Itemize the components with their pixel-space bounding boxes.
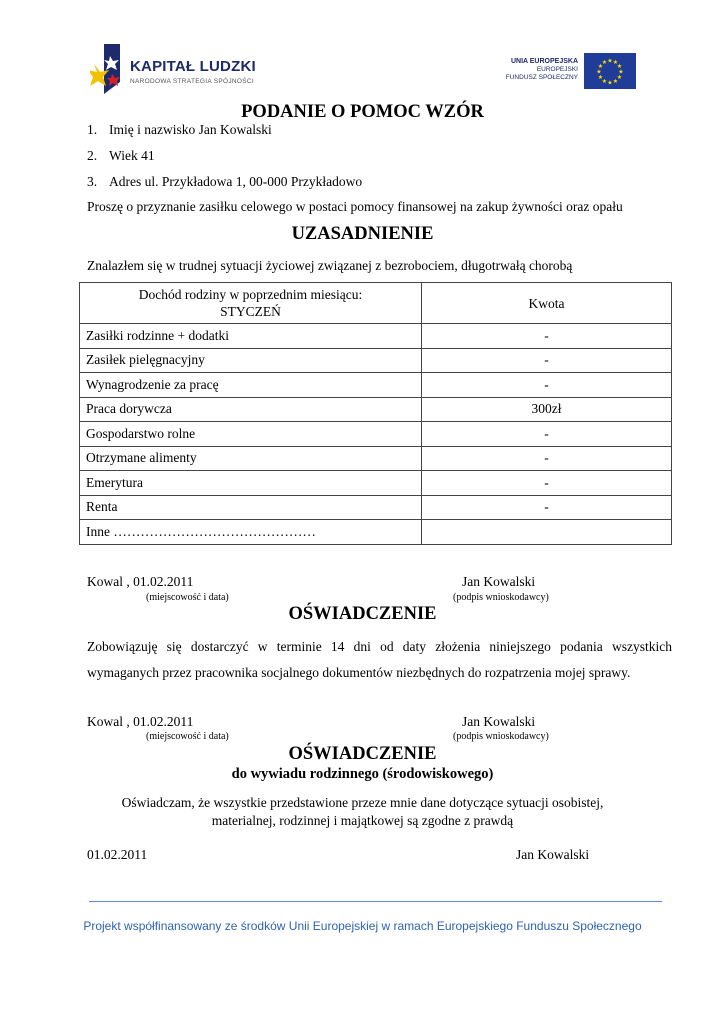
row-amount: -: [422, 324, 672, 349]
eu-star-icon: ★: [616, 75, 623, 81]
signature1-name: Jan Kowalski: [462, 574, 536, 589]
justification-text: Znalazłem się w trudnej sytuacji życiowej związanej z bezrobociem, długotrwałą chorobą: [87, 258, 573, 273]
kapital-ludzki-logo: [90, 42, 290, 100]
row-amount: -: [422, 373, 672, 398]
declaration1-text: Zobowiązuję się dostarczyć w terminie 14 dni od daty złożenia niniejszego podania wszystkich wymaganych przez pracownika socjalnego dokumentów niezbędnych do rozpatrzenia mojej sprawy.: [87, 639, 672, 680]
justification-heading: UZASADNIENIE: [291, 224, 434, 244]
eu-star-icon: ★: [607, 58, 613, 65]
income-header-label: [80, 283, 422, 324]
eu-logo-text: [506, 58, 578, 82]
applicant-item-text: Adres ul. Przykładowa 1, 00-000 Przykładowo: [109, 174, 363, 189]
income-table: [79, 282, 672, 545]
table-row: [80, 422, 672, 447]
row-label: Wynagrodzenie za pracę: [80, 373, 422, 398]
row-label: Renta: [80, 495, 422, 520]
row-amount: [422, 520, 672, 545]
footer-text: Projekt współfinansowany ze środków Unii Europejskiej w ramach Europejskiego Funduszu Społecznego: [83, 919, 642, 933]
income-header-line2: STYCZEŃ: [220, 304, 281, 319]
applicant-item-name: [87, 122, 272, 138]
eu-star-icon: ★: [597, 64, 604, 70]
footer-divider: [89, 901, 662, 902]
applicant-item-text: Wiek 41: [109, 148, 155, 163]
row-label: Otrzymane alimenty: [80, 446, 422, 471]
eu-star-icon: ★: [601, 60, 608, 66]
applicant-item-text: Imię i nazwisko Jan Kowalski: [109, 122, 272, 137]
signature2-place-date: Kowal , 01.02.2011: [87, 714, 194, 729]
applicant-item-num: 1.: [87, 122, 98, 137]
eu-logo: [505, 52, 640, 92]
kapital-ludzki-subtitle: NARODOWA STRATEGIA SPÓJNOŚCI: [130, 78, 254, 85]
eu-star-icon: ★: [618, 69, 624, 76]
eu-star-icon: ★: [612, 79, 619, 85]
row-amount: -: [422, 422, 672, 447]
applicant-item-num: 2.: [87, 148, 98, 163]
income-header-line1: Dochód rodziny w poprzednim miesiącu:: [138, 287, 363, 302]
eu-star-icon: ★: [612, 60, 619, 66]
row-amount: 300zł: [422, 397, 672, 422]
eu-star-icon: ★: [607, 80, 613, 87]
row-label: Emerytura: [80, 471, 422, 496]
page-title: PODANIE O POMOC WZÓR: [241, 102, 484, 122]
declaration2-line2: materialnej, rodzinnej i majątkowej są zgodne z prawdą: [211, 813, 514, 828]
table-row: [80, 471, 672, 496]
declaration2-subheading: do wywiadu rodzinnego (środowiskowego): [231, 766, 494, 782]
row-label: Zasiłek pielęgnacyjny: [80, 348, 422, 373]
row-amount: -: [422, 471, 672, 496]
kapital-ludzki-title: KAPITAŁ LUDZKI: [130, 58, 256, 75]
row-amount: -: [422, 495, 672, 520]
row-amount: -: [422, 348, 672, 373]
declaration1-heading: OŚWIADCZENIE: [288, 604, 437, 624]
declaration2-date: 01.02.2011: [87, 847, 148, 862]
income-header-amount: Kwota: [422, 283, 672, 324]
applicant-item-age: [87, 148, 155, 164]
eu-star-icon: ★: [597, 75, 604, 81]
signature1-name-caption: (podpis wnioskodawcy): [453, 592, 549, 603]
signature2-name-caption: (podpis wnioskodawcy): [453, 731, 549, 742]
row-amount: -: [422, 446, 672, 471]
kapital-ludzki-logo-icon: [90, 42, 126, 100]
signature1-place-caption: (miejscowość i data): [146, 592, 229, 603]
eu-logo-line2: EUROPEJSKI: [536, 66, 578, 73]
table-row: [80, 324, 672, 349]
declaration2-heading: OŚWIADCZENIE: [288, 744, 437, 764]
applicant-item-address: [87, 174, 362, 190]
row-label: Praca dorywcza: [80, 397, 422, 422]
declaration2-line1: Oświadczam, że wszystkie przedstawione przeze mnie dane dotyczące sytuacji osobistej,: [121, 795, 604, 810]
table-row: [80, 397, 672, 422]
eu-logo-line3: FUNDUSZ SPOŁECZNY: [505, 74, 578, 81]
table-row: [80, 373, 672, 398]
eu-logo-line1: UNIA EUROPEJSKA: [510, 58, 578, 65]
eu-star-icon: ★: [616, 64, 623, 70]
row-label: Inne ………………………………………: [80, 520, 422, 545]
income-table-header: [80, 283, 672, 324]
row-label: Zasiłki rodzinne + dodatki: [80, 324, 422, 349]
declaration2-name: Jan Kowalski: [516, 847, 590, 862]
table-row: [80, 446, 672, 471]
signature2-name: Jan Kowalski: [462, 714, 536, 729]
signature1-place-date: Kowal , 01.02.2011: [87, 574, 194, 589]
table-row: [80, 348, 672, 373]
eu-flag-icon: [584, 53, 636, 89]
table-row: [80, 520, 672, 545]
eu-star-icon: ★: [596, 69, 602, 76]
signature2-place-caption: (miejscowość i data): [146, 731, 229, 742]
row-label: Gospodarstwo rolne: [80, 422, 422, 447]
eu-star-icon: ★: [601, 79, 608, 85]
table-row: [80, 495, 672, 520]
request-text: Proszę o przyznanie zasiłku celowego w postaci pomocy finansowej na zakup żywności oraz opału: [87, 199, 623, 214]
applicant-item-num: 3.: [87, 174, 98, 189]
